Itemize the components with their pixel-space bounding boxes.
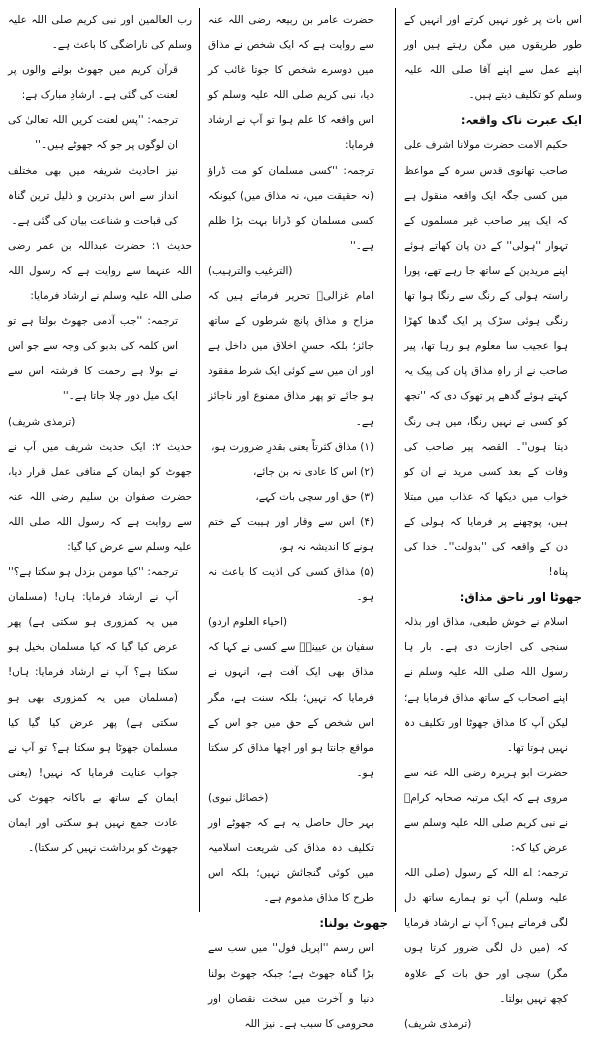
condition-item: (۴) اس سے وقار اور ہیبت کے ختم ہونے کا اندیشہ نہ ہو، xyxy=(208,515,374,553)
paragraph: نیز احادیث شریفہ میں بھی مختلف انداز سے اس بدترین و ذلیل ترین گناہ کی قباحت و شناعت بیان کی گئی ہے۔ xyxy=(8,164,178,227)
paragraph: اس بات پر غور نہیں کرتے اور انہیں کے طور طریقوں میں مگن رہتے ہیں اور اپنے عمل سے اپنے آقا صلی اللہ علیہ وسلم کو تکلیف دیتے ہیں۔ xyxy=(404,14,582,102)
source-citation: (احیاء العلوم اردو) xyxy=(208,616,288,629)
translation-quote: ترجمہ: ''کسی مسلمان کو مت ڈراؤ (نہ حقیقت میں، نہ مذاق میں) کیونکہ کسی مسلمان کو ڈرانا بہت بڑا ظلم ہے۔'' xyxy=(208,164,374,252)
paragraph-sufyan: سفیان بن عیینہؒ سے کسی نے کہا کہ مذاق بھی ایک آفت ہے، انہوں نے فرمایا کہ نہیں؛ بلکہ سنت ہے، مگر اس شخص کے حق میں جو اس کے مواقع جانتا ہو اور اچھا مذاق کر سکتا ہو۔ xyxy=(208,641,374,779)
source-citation: (خصائل نبوی) xyxy=(208,791,269,804)
condition-item: (۳) حق اور سچی بات کہے، xyxy=(255,490,374,503)
translation-quote: ترجمہ: اے اللہ کے رسول (صلی اللہ علیہ وسلم) آپ تو ہمارے ساتھ دل لگی فرماتے ہیں؟ آپ نے ارشاد فرمایا کہ (میں دل لگی ضرور کرتا ہوں مگر) سچی اور حق بات کے علاوہ کچھ نہیں بولتا۔ xyxy=(404,867,568,1005)
source-citation: (ترمذی شریف) xyxy=(404,1017,472,1030)
text-column-middle xyxy=(208,8,388,1030)
section-heading-lying: جھوٹ بولنا: xyxy=(319,916,388,931)
column-divider xyxy=(199,8,200,912)
source-citation: (ترمذی شریف) xyxy=(8,415,76,428)
translation-quote: ترجمہ: ''کیا مومن بزدل ہو سکتا ہے؟'' آپ نے ارشاد فرمایا: ہاں! (مسلمان میں یہ کمزوری ہو سکتی ہے) پھر عرض کیا گیا کہ کیا مسلمان بخیل ہو سکتا ہے؟ آپ نے ارشاد فرمایا: ہاں! (مسلمان میں یہ کمزوری بھی ہو سکتی ہے) پھر عرض کیا گیا کیا مسلمان جھوٹا ہو سکتا ہے؟ تو آپ نے جواب عنایت فرمایا کہ نہیں! (یعنی ایمان کے ساتھ بے باکانہ جھوٹ کی عادت جمع نہیں ہو سکتی اور ایمان جھوٹ کو برداشت نہیں کر سکتا)۔ xyxy=(8,566,178,855)
paragraph: اس رسم ''اپریل فول'' میں سب سے بڑا گناہ جھوٹ ہے؛ جبکہ جھوٹ بولنا دنیا و آخرت میں سخت نقصان اور محرومی کا سبب ہے۔ نیز اللہ xyxy=(208,942,374,1030)
paragraph-hadith-2: حدیث ۲: ایک حدیث شریف میں آپ نے جھوٹ کو ایمان کے منافی عمل قرار دیا، حضرت صفوان بن سلیم رضی اللہ عنہ سے روایت ہے کہ رسول اللہ صلی اللہ علیہ وسلم سے عرض کیا گیا: xyxy=(8,440,193,553)
translation-quote: ترجمہ: ''جب آدمی جھوٹ بولتا ہے تو اس کلمہ کی بدبو کی وجہ سے جو اس نے بولا ہے رحمت کا فرشتہ اس سے ایک میل دور چلا جاتا ہے۔'' xyxy=(8,315,178,403)
text-column-left xyxy=(8,8,192,914)
paragraph-summary: بہر حال حاصل یہ ہے کہ جھوٹے اور تکلیف دہ مذاق کی شریعت اسلامیہ میں کوئی گنجائش نہیں؛ بلکہ اس طرح کا مذاق مذموم ہے۔ xyxy=(208,817,374,905)
paragraph-hadith: حضرت عامر بن ربیعہ رضی اللہ عنہ سے روایت ہے کہ ایک شخص نے مذاق میں دوسرے شخص کا جوتا غائب کر دیا، نبی کریم صلی اللہ علیہ وسلم کو اس واقعہ کا علم ہوا تو آپ نے ارشاد فرمایا: xyxy=(208,14,374,152)
paragraph-ghazali: امام غزالیؒ تحریر فرماتے ہیں کہ مزاح و مذاق پانچ شرطوں کے ساتھ جائز؛ بلکہ حسنِ اخلاق میں داخل ہے اور ان میں سے کوئی ایک شرط مفقود ہو جائے تو پھر مذاق ممنوع اور ناجائز ہے۔ xyxy=(208,290,374,428)
paragraph-hadith-1: حدیث ۱: حضرت عبداللہ بن عمر رضی اللہ عنہما سے روایت ہے کہ رسول اللہ صلی اللہ علیہ وسلم نے ارشاد فرمایا: xyxy=(8,239,192,303)
paragraph: رب العالمین اور نبی کریم صلی اللہ علیہ وسلم کی ناراضگی کا باعث ہے۔ xyxy=(8,14,192,52)
condition-item: (۲) اس کا عادی نہ بن جائے، xyxy=(252,465,374,478)
text-column-right xyxy=(404,8,582,1030)
paragraph: قرآن کریم میں جھوٹ بولنے والوں پر لعنت کی گئی ہے۔ ارشادِ مبارک ہے: xyxy=(8,64,178,102)
column-divider xyxy=(395,8,396,912)
translation-quote: ترجمہ: ''پس لعنت کریں اللہ تعالیٰ کی ان لوگوں پر جو کہ جھوٹے ہیں۔'' xyxy=(8,114,178,152)
source-citation: (الترغیب والترہیب) xyxy=(208,264,293,277)
condition-item: (۱) مذاق کثرتاً یعنی بقدرِ ضرورت ہو، xyxy=(211,440,374,453)
section-heading-false-joke: جھوٹا اور ناحق مذاق: xyxy=(459,590,582,605)
condition-item: (۵) مذاق کسی کی اذیت کا باعث نہ ہو۔ xyxy=(208,566,374,604)
section-heading-incident: ایک عبرت ناک واقعہ: xyxy=(460,113,582,128)
paragraph: اسلام نے خوش طبعی، مذاق اور بذلہ سنجی کی اجازت دی ہے۔ بار ہا رسول اللہ صلی اللہ علیہ وسلم نے اپنے اصحاب کے ساتھ مذاق فرمایا ہے؛ لیکن آپ کا مذاق جھوٹا اور تکلیف دہ نہیں ہوتا تھا۔ xyxy=(404,616,568,754)
paragraph-incident-story: حکیم الامت حضرت مولانا اشرف علی صاحب تھانوی قدس سرہ کے مواعظ میں کسی جگہ ایک واقعہ منقول ہے کہ ایک پیر صاحب غیر مسلموں کے تہوار ''ہولی'' کے دن پان کھاتے ہوئے اپنے مریدین کے ساتھ جا رہے تھے، پورا راستہ ہولی کے رنگ سے رنگا ہوا تھا رنگی ہوئی سڑک پر ایک گدھا کھڑا ہوا عجیب سا معلوم ہو رہا تھا، پیر صاحب نے از راہِ مذاق پان کی پیک یہ کہتے ہوئے گدھے پر تھوک دی کہ ''تجھ کو کسی نے نہیں رنگا، میں ہی رنگ دیتا ہوں''۔ القصہ پیر صاحب کی وفات کے بعد کسی مرید نے ان کو خواب میں دیکھا کہ عذاب میں مبتلا ہیں، پوچھنے پر فرمایا کہ ہولی کے دن کے واقعہ کی ''بدولت''۔ خدا کی پناہ! xyxy=(404,139,568,579)
paragraph-hadith-intro: حضرت ابو ہریرہ رضی اللہ عنہ سے مروی ہے کہ ایک مرتبہ صحابہ کرامؓ نے نبی کریم صلی اللہ علیہ وسلم سے عرض کیا کہ: xyxy=(404,766,568,855)
